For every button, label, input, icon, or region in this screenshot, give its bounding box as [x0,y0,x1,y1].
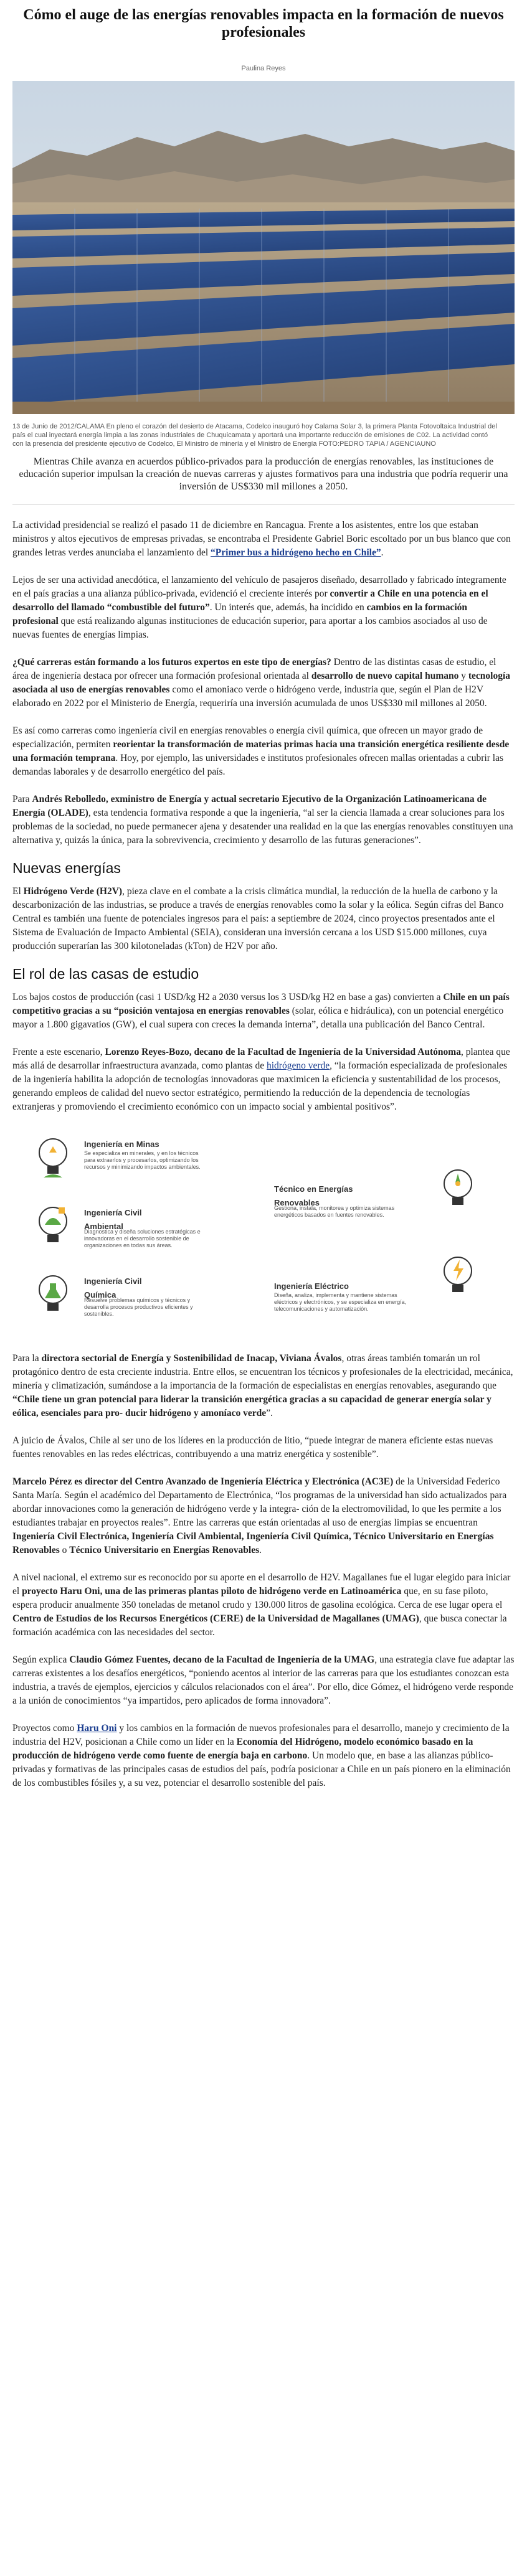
paragraph-8 [12,1045,515,1114]
career-desc: Diagnostica y diseña soluciones estratégicas e innovadoras en el desarrollo sostenible de organizaciones en todas sus áreas. [84,1229,201,1248]
bold-text: Ingeniería Civil Electrónica, Ingeniería Civil Ambiental, Ingeniería Civil Química, Técnico Universitario en Energías Renovables [12,1531,494,1555]
text: Frente a este escenario, [12,1047,105,1057]
career-title: Técnico en Energías Renovables [274,1184,353,1207]
bold-text: Economía del Hidrógeno, modelo económico basado en la producción de hidrógeno verde como fuente de energía baja en carbono [12,1737,473,1761]
bold-text: Chile en un país competitivo gracias a su “posición ventajosa en energías renovables [12,992,510,1016]
bold-text: directora sectorial de Energía y Sostenibilidad de Inacap, Viviana Ávalos [41,1353,342,1364]
text: . Un modelo que, en base a las alianzas público-privadas y formativas de las principales casas de estudios del país, podría posicionar a Chile en un país pionero en la eliminación de los combustibles fósiles y, a su vez, potenciar el desarrollo sostenible del país. [12,1750,511,1788]
bold-text: desarrollo de nuevo capital humano [311,671,459,681]
lightbulb-icon [31,1271,75,1321]
text: y los cambios en la formación de nuevos profesionales para el desarrollo, manejo y crecimiento de la industria del H2V, posicionan a Chile como un líder en la [12,1723,510,1747]
paragraph-7 [12,991,515,1032]
bold-text: cambios en la formación profesional [12,602,468,626]
paragraph-12 [12,1571,515,1639]
career-card-renovables [274,1165,498,1234]
text: El [12,886,24,897]
bold-text: Hidrógeno Verde (H2V) [23,886,123,897]
career-desc: Gestiona, instala, monitorea y optimiza sistemas energéticos basados en fuentes renovables. [274,1205,395,1218]
text: , plantea que más allá de desarrollar infraestructura avanzada, como plantas de [12,1047,510,1071]
bold-text: Lorenzo Reyes-Bozo, decano de la Facultad de Ingeniería de la Universidad Autónoma [105,1047,461,1057]
careers-infographic [12,1128,515,1333]
text: Los bajos costos de producción (casi 1 USD/kg H2 a 2030 versus los 3 USD/kg H2 en base a gas) convierten a [12,992,444,1003]
hero-caption: 13 de Junio de 2012/CALAMA En pleno el corazón del desierto de Atacama, Codelco inauguró hoy Calama Solar 3, la primera Planta Fotovoltaica Industrial del país el cual inyectará energía limpia a las zonas industriales de Chuquicamata y aportará una importante reducción de emisiones de C02. La actividad contó con la presencia del presidente ejecutivo de Codelco, El Ministro de minería y el Ministro de Energía FOTO:PEDRO TAPIA / AGENCIAUNO [12,423,497,448]
bold-text: Claudio Gómez Fuentes, decano de la Facultad de Ingeniería de la UMAG [69,1654,375,1665]
text: Dentro de las distintas casas de estudio, el área de ingeniería destaca por ofrecer una formación profesional orientada al [12,657,496,681]
article-lead: Mientras Chile avanza en acuerdos público-privados para la producción de energías renovables, las instituciones de educación superior impulsan la creación de nuevas carreras y ajustes formativos para una industria que podría requerir una inversión de US$330 mil millones a 2050. [19,456,508,492]
bold-text: proyecto Haru Oni, una de las primeras plantas piloto de hidrógeno verde en Latinoamérica [22,1586,402,1597]
text: Proyectos como [12,1723,77,1734]
text: y [458,671,468,681]
bold-text: convertir a Chile en una potencia en el desarrollo del llamado “combustible del futuro” [12,588,488,613]
paragraph-5 [12,793,515,847]
paragraph-10: A juicio de Ávalos, Chile al ser uno de los líderes en la producción de litio, “puede integrar de manera eficiente estas nuevas fuentes renovables en las redes eléctricas, contribuyendo a una matriz energética y sostenible”. [12,1435,493,1460]
text: que, en su fase piloto, espera producir anualmente 350 toneladas de metanol crudo y 130.000 litros de gasolina ecológica. Cerca de ese lugar opera el [12,1586,503,1610]
article-title: Cómo el auge de las energías renovables impacta en la formación de nuevos profesionales [23,7,504,40]
paragraph-1 [12,519,515,560]
paragraph-6 [12,885,515,953]
text: . Un interés que, además, ha incidido en [209,602,367,613]
paragraph-13 [12,1653,515,1708]
career-title: Ingeniería en Minas [84,1139,159,1149]
bold-text: Marcelo Pérez [12,1476,72,1487]
hero-image-solar-plant [12,81,515,414]
text: Para la [12,1353,42,1364]
text: ”. [266,1408,273,1418]
paragraph-11 [12,1475,515,1557]
career-desc: Resuelve problemas químicos y técnicos y desarrolla procesos productivos eficientes y sostenibles. [84,1297,193,1317]
text: , una estrategia clave fue adaptar las carreras existentes a los desafíos energéticos, “poniendo acentos al interior de las carreras para que los estudiantes conozcan esta industria, a través de ejemplos, ejercicios y cálculos relacionados con el área”. Por ello, dice Gómez, el hidrógeno verde responde a la unión de conocimientos “ya impartidos, pero aplicados de forma innovadora”. [12,1654,515,1706]
text: (solar, eólica e hidráulica), con un potencial energético mayor a 1.800 gigavatios (GW), el cual supera con creces la demanda interna”, detalla una publicación del Banco Central. [12,1006,504,1030]
bold-text: “Chile tiene un gran potencial para liderar la transición energética gracias a su capacidad de generar energía solar y eólica, esenciales para pro- ducir hidrógeno y amoníaco verde [12,1394,491,1418]
bold-text: es director del Centro Avanzado de Ingeniería Eléctrica y Electrónica (AC3E) [74,1476,394,1487]
text: o [59,1545,70,1555]
text: , que busca conectar la formación académica con las necesidades del sector. [12,1613,507,1638]
article-body [0,519,527,1790]
text: que está realizando algunas instituciones de educación superior, para aportar a los cambios asociados al uso de nuevas fuentes de energías limpias. [12,616,488,640]
career-card-ambiental [31,1202,218,1258]
author-name[interactable]: Paulina Reyes [241,65,286,72]
career-desc: Se especializa en minerales, y en los técnicos para extraerlos y procesarlos, optimizando los recursos y minimizando impactos ambientales. [84,1150,201,1170]
hero-figure [12,81,515,448]
bold-text: reorientar la transformación de materias primas hacia una transición energética resiliente desde una formación temprana [12,739,510,763]
text: de la Universidad Federico Santa María. Según el académico del Departamento de Electrónica, “los programas de la universidad han sido actualizados para abordar innovaciones como la generación de hidrógeno verde y la integra- ción de la electromovilidad, lo que les permite a los estudiantes trabajar en proyectos reales”. Entre las carreras que están orientadas al uso de energías limpias se encuentran [12,1476,507,1528]
paragraph-9 [12,1352,515,1420]
bold-text: Centro de Estudios de los Recursos Energéticos (CERE) de la Universidad de Magallanes (UMAG) [12,1613,419,1624]
text: , “la formación especializada de profesionales de la ingeniería habilita la adopción de tecnologías innovadoras que maximicen la eficiencia y sustentabilidad de los procesos, generando empleos de calidad del nuevo sector estratégico, permitiendo la reducción de la dependencia de tecnologías extranjeras y promoviendo el crecimiento económico con un impacto social y ambiental positivos”. [12,1060,508,1112]
career-title: Ingeniería Eléctrico [274,1281,349,1291]
career-title: Ingeniería Civil Ambiental [84,1208,142,1231]
text: , pieza clave en el combate a la crisis climática mundial, la reducción de la huella de carbono y la descarbonización de las industrias, se produce a través de energías renovables como la solar y la eólica. Según cifras del Banco Central es también una fuente de potenciales ingresos para el país: a septiembre de 2024, cinco proyectos presentados ante el Sistema de Evaluación de Impacto Ambiental (SEIA), consideran una inversión cercana a los USD $15.000 millones, cuya producción superarían las 300 kilotoneladas (kTon) de H2V por año. [12,886,504,951]
paragraph-2 [12,573,515,642]
career-card-electrico [274,1252,498,1321]
bold-text: ¿Qué carreras están formando a los futuros expertos en este tipo de energías? [12,657,331,668]
text: . Hoy, por ejemplo, las universidades e institutos profesionales ofrecen mallas orientadas a cubrir las demandas laborales y de desarrollo energético del país. [12,753,504,777]
section-heading-nuevas-energias: Nuevas energías [12,860,121,876]
career-desc: Diseña, analiza, implementa y mantiene sistemas eléctricos y electrónicos, y se especializa en energía, telecomunicaciones y automatización. [274,1292,407,1312]
lightbulb-icon [31,1134,75,1184]
paragraph-14 [12,1722,515,1790]
career-card-minas [31,1134,218,1190]
text: La actividad presidencial se realizó el pasado 11 de diciembre en Rancagua. Frente a los asistentes, entre los que estaban ministros y altos ejecutivos de empresas privadas, se encontraba el Presidente Gabriel Boric escoltado por un bus blanco que con grandes letras verdes anunciaba el lanzamiento del [12,520,511,558]
bold-text: Técnico Universitario en Energías Renovables [69,1545,260,1555]
career-card-quimica [31,1271,218,1327]
paragraph-4 [12,724,515,779]
lightbulb-icon [31,1202,75,1252]
bus-hidrogeno-link[interactable]: “Primer bus a hidrógeno hecho en Chile” [211,547,381,558]
haru-oni-link[interactable]: Haru Oni [77,1723,117,1734]
lightbulb-icon [436,1252,480,1302]
article-header [0,0,527,72]
hidrogeno-verde-link[interactable]: hidrógeno verde [266,1060,330,1071]
career-title: Ingeniería Civil Química [84,1276,142,1300]
text: Para [12,794,32,804]
text: A nivel nacional, el extremo sur es reconocido por su aporte en el desarrollo de H2V. Magallanes fue el lugar elegido para iniciar el [12,1572,511,1597]
text: . [259,1545,262,1555]
paragraph-3 [12,656,515,710]
text: Lejos de ser una actividad anecdótica, el lanzamiento del vehículo de pasajeros diseñado, desarrollado y fabricado íntegramente en el país gracias a una alianza público-privada, evidenció el creciente interés por [12,575,506,599]
text: , esta tendencia formativa responde a que la ingeniería, “al ser la ciencia llamada a crear soluciones para los problemas de la sociedad, no puede permanecer ajena y desatender una realidad en la que las energías renovables constituyen una alternativa y, quizás la única, para la sobrevivencia, crecimiento y desarrollo de las futuras generaciones”. [12,808,513,846]
bold-text: Andrés Rebolledo, exministro de Energía y actual secretario Ejecutivo de la Organización Latinoamericana de Energía (OLADE) [12,794,487,818]
text: . [381,547,384,558]
section-heading-casas-estudio: El rol de las casas de estudio [12,966,199,982]
text: Según explica [12,1654,70,1665]
bold-text: tecnología asociada al uso de energías renovables [12,671,511,695]
text: Es así como carreras como ingeniería civil en energías renovables o energía civil química, que ofrecen un mayor grado de especialización, permiten [12,725,483,750]
lightbulb-icon [436,1165,480,1215]
lead-divider [12,504,515,505]
text: , otras áreas también tomarán un rol protagónico dentro de esta creciente industria. Entre ellos, se encuentran los técnicos y profesionales de la electricidad, mecánica, minería y climatización, sumándose a la importancia de la formación de especialistas en energías renovables, asegurando que [12,1353,513,1391]
text: como el amoniaco verde o hidrógeno verde, industria que, según el Plan de H2V elaborado en 2022 por el Ministerio de Energía, requeriría una inversión acumulada de unos US$330 mil millones al 2050. [12,684,487,709]
